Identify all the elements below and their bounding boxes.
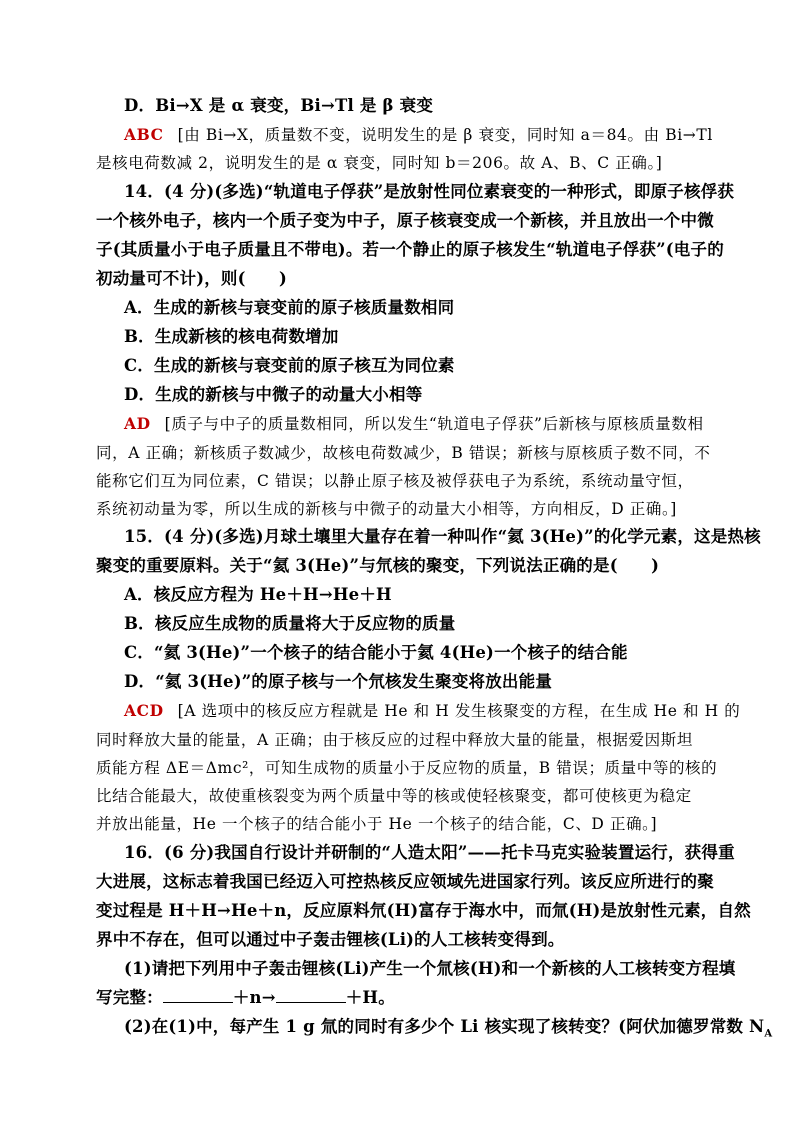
q13-answer-tag: ABC — [124, 125, 164, 144]
q14-answer-text-1: [质子与中子的质量数相同，所以发生“轨道电子俘获”后新核与原核质量数相 — [164, 415, 704, 433]
q15-answer-line-5: 并放出能量，He 一个核子的结合能小于 He 一个核子的结合能，C、D 正确。] — [96, 815, 658, 833]
q14-answer-line-2: 同，A 正确；新核质子数减少，故核电荷数减少，B 错误；新核与原核质子数不同，不 — [96, 444, 711, 462]
q15-option-d: D．“氦 3(He)”的原子核与一个氘核发生聚变将放出能量 — [124, 672, 553, 691]
q14-answer-tag: AD — [124, 414, 151, 433]
q15-option-a: A．核反应方程为 He＋H→He＋H — [124, 585, 392, 604]
q14-option-a: A．生成的新核与衰变前的原子核质量数相同 — [124, 298, 455, 317]
q14-answer-line-3: 能称它们互为同位素，C 错误；以静止原子核及被俘获电子为系统，系统动量守恒， — [96, 472, 694, 490]
q15-option-b: B．核反应生成物的质量将大于反应物的质量 — [124, 614, 456, 633]
q14-stem-line-2: 一个核外电子，核内一个质子变为中子，原子核衰变成一个新核，并且放出一个中微 — [96, 211, 714, 230]
q13-option-d: D．Bi→X 是 α 衰变，Bi→Tl 是 β 衰变 — [124, 96, 434, 115]
q14-stem-line-1: 14．(4 分)(多选)“轨道电子俘获”是放射性同位素衰变的一种形式，即原子核俘获 — [124, 182, 735, 201]
q16-sub1-line-1: (1)请把下列用中子轰击锂核(Li)产生一个氚核(H)和一个新核的人工核转变方程填 — [124, 959, 736, 978]
q16-stem-line-2: 大进展，这标志着我国已经迈入可控热核反应领域先进国家行列。该反应所进行的聚 — [96, 872, 714, 891]
q15-option-c: C．“氦 3(He)”一个核子的结合能小于氦 4(He)一个核子的结合能 — [124, 643, 628, 662]
q13-answer-line-1 — [124, 125, 736, 145]
q16-stem-line-3: 变过程是 H＋H→He＋n，反应原料氘(H)富存于海水中，而氚(H)是放射性元素，自然 — [96, 901, 751, 920]
q13-answer-line-2: 是核电荷数减 2，说明发生的是 α 衰变，同时知 b＝206。故 A、B、C 正确。] — [96, 154, 663, 172]
q14-answer-line-1 — [124, 414, 736, 434]
q14-stem-line-4: 初动量可不计)，则( ) — [96, 269, 288, 288]
q16-stem-line-1: 16．(6 分)我国自行设计并研制的“人造太阳”——托卡马克实验装置运行，获得重 — [124, 843, 735, 862]
q16-sub1-end: ＋H。 — [345, 988, 395, 1007]
q16-sub2-text: (2)在(1)中，每产生 1 g 氚的同时有多少个 Li 核实现了核转变？(阿伏加德罗常数 N — [124, 1017, 765, 1036]
q14-option-b: B．生成新核的核电荷数增加 — [124, 327, 339, 346]
q15-answer-tag: ACD — [124, 701, 164, 720]
q15-stem-line-1: 15．(4 分)(多选)月球土壤里大量存在着一种叫作“氦 3(He)”的化学元素，这是热核 — [124, 527, 761, 546]
q16-sub1-prefix: 写完整： — [96, 988, 163, 1007]
q15-answer-line-3: 质能方程 ΔE＝Δmc²，可知生成物的质量小于反应物的质量，B 错误；质量中等的核的 — [96, 759, 718, 777]
fill-blank-1[interactable] — [163, 988, 233, 1003]
fill-blank-2[interactable] — [276, 988, 346, 1003]
q16-sub2-line-1 — [124, 1017, 773, 1044]
q15-answer-line-4: 比结合能最大，故使重核裂变为两个质量中等的核或使轻核聚变，都可使核更为稳定 — [96, 787, 692, 805]
q16-sub1-middle: ＋n→ — [232, 988, 276, 1007]
q16-sub2-subscript: A — [764, 1028, 773, 1040]
q16-stem-line-4: 界中不存在，但可以通过中子轰击锂核(Li)的人工核转变得到。 — [96, 930, 565, 949]
q13-answer-text-1: [由 Bi→X，质量数不变，说明发生的是 β 衰变，同时知 a＝84。由 Bi→Tl — [177, 126, 713, 144]
q14-option-d: D．生成的新核与中微子的动量大小相等 — [124, 385, 423, 404]
q15-answer-line-1 — [124, 701, 741, 721]
q14-stem-line-3: 子(其质量小于电子质量且不带电)。若一个静止的原子核发生“轨道电子俘获”(电子的 — [96, 240, 724, 259]
q15-answer-line-2: 同时释放大量的能量，A 正确；由于核反应的过程中释放大量的能量，根据爱因斯坦 — [96, 731, 693, 749]
q15-answer-text-1: [A 选项中的核反应方程就是 He 和 H 发生核聚变的方程，在生成 He 和 H 的 — [177, 702, 741, 720]
q16-sub1-line-2 — [96, 988, 708, 1008]
q14-option-c: C．生成的新核与衰变前的原子核互为同位素 — [124, 356, 455, 375]
q15-stem-line-2: 聚变的重要原料。关于“氦 3(He)”与氘核的聚变，下列说法正确的是( ) — [96, 556, 660, 575]
q14-answer-line-4: 系统初动量为零，所以生成的新核与中微子的动量大小相等，方向相反，D 正确。] — [96, 500, 677, 518]
